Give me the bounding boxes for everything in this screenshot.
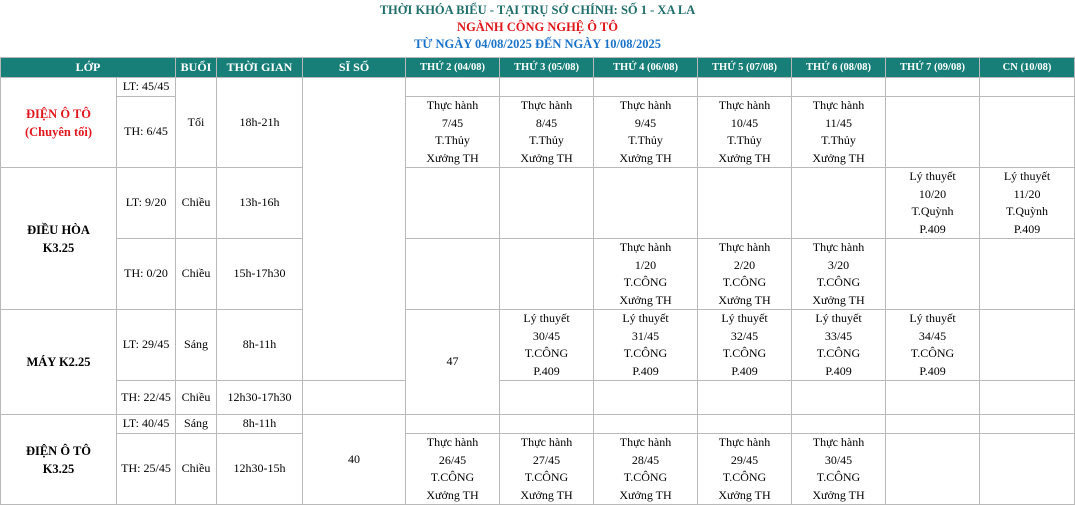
header-day-thu: THỨ 5 (07/08)	[698, 58, 792, 78]
session-cell: Thực hành 3/20 T.CÔNG Xưởng TH	[792, 239, 886, 310]
header-row	[1, 58, 1075, 78]
time-cell: 12h30-17h30	[217, 381, 303, 415]
empty-cell	[980, 310, 1075, 381]
time-cell: 8h-11h	[217, 310, 303, 381]
size-cell: 47	[406, 310, 500, 415]
shift-cell: Chiều	[176, 168, 217, 239]
session-cell: Lý thuyết 32/45 T.CÔNG P.409	[698, 310, 792, 381]
header-day-sat: THỨ 7 (09/08)	[886, 58, 980, 78]
class-note: (Chuyên tối)	[24, 124, 93, 139]
empty-cell	[886, 239, 980, 310]
empty-cell	[792, 415, 886, 434]
lt-progress: LT: 9/20	[117, 168, 176, 239]
session-cell: Lý thuyết 33/45 T.CÔNG P.409	[792, 310, 886, 381]
session-cell: Thực hành 27/45 T.CÔNG Xưởng TH	[500, 434, 594, 505]
table-row	[1, 97, 1075, 168]
empty-cell	[886, 78, 980, 97]
empty-cell	[500, 78, 594, 97]
table-row	[1, 310, 1075, 381]
empty-cell	[980, 78, 1075, 97]
empty-cell	[594, 168, 698, 239]
session-cell: Lý thuyết 30/45 T.CÔNG P.409	[500, 310, 594, 381]
header-day-wed: THỨ 4 (06/08)	[594, 58, 698, 78]
empty-cell	[594, 78, 698, 97]
session-cell: Thực hành 9/45 T.Thủy Xưởng TH	[594, 97, 698, 168]
empty-cell	[980, 239, 1075, 310]
th-progress: TH: 22/45	[117, 381, 176, 415]
empty-cell	[886, 415, 980, 434]
class-name: ĐIỆN Ô TÔ	[25, 106, 92, 121]
empty-cell	[792, 168, 886, 239]
empty-cell	[698, 381, 792, 415]
time-cell: 18h-21h	[217, 78, 303, 168]
session-cell: Thực hành 2/20 T.CÔNG Xưởng TH	[698, 239, 792, 310]
header-day-mon: THỨ 2 (04/08)	[406, 58, 500, 78]
time-cell: 13h-16h	[217, 168, 303, 239]
empty-cell	[792, 381, 886, 415]
department-title: NGÀNH CÔNG NGHỆ Ô TÔ	[457, 20, 618, 34]
empty-cell	[698, 415, 792, 434]
shift-cell: Tối	[176, 78, 217, 168]
session-cell: Thực hành 30/45 T.CÔNG Xưởng TH	[792, 434, 886, 505]
session-cell: Thực hành 7/45 T.Thủy Xưởng TH	[406, 97, 500, 168]
lt-progress: LT: 29/45	[117, 310, 176, 381]
session-cell: Lý thuyết 34/45 T.CÔNG P.409	[886, 310, 980, 381]
session-cell: Thực hành 8/45 T.Thủy Xưởng TH	[500, 97, 594, 168]
time-cell: 15h-17h30	[217, 239, 303, 310]
lt-progress: LT: 40/45	[117, 415, 176, 434]
session-cell: Thực hành 29/45 T.CÔNG Xưởng TH	[698, 434, 792, 505]
lt-progress: LT: 45/45	[117, 78, 176, 97]
empty-cell	[500, 415, 594, 434]
empty-cell	[500, 381, 594, 415]
empty-cell	[886, 381, 980, 415]
empty-cell	[886, 97, 980, 168]
header-time: THỜI GIAN	[217, 58, 303, 78]
empty-cell	[303, 381, 406, 415]
class-name: MÁY K2.25	[26, 355, 91, 369]
date-range-title: TỪ NGÀY 04/08/2025 ĐẾN NGÀY 10/08/2025	[414, 37, 661, 51]
time-cell: 8h-11h	[217, 415, 303, 434]
header-day-sun: CN (10/08)	[980, 58, 1075, 78]
class-name-cell	[1, 168, 117, 310]
class-name: ĐIỆN Ô TÔ	[25, 443, 92, 458]
empty-cell	[698, 168, 792, 239]
shift-cell: Chiều	[176, 434, 217, 505]
header-class: LỚP	[1, 58, 176, 78]
empty-cell	[406, 78, 500, 97]
empty-cell	[980, 415, 1075, 434]
table-row	[1, 239, 1075, 310]
header-size: SĨ SỐ	[303, 58, 406, 78]
shift-cell: Chiều	[176, 239, 217, 310]
empty-cell	[980, 434, 1075, 505]
th-progress: TH: 25/45	[117, 434, 176, 505]
empty-cell	[594, 381, 698, 415]
class-code: K3.25	[42, 240, 75, 255]
session-cell: Lý thuyết 31/45 T.CÔNG P.409	[594, 310, 698, 381]
session-cell: Lý thuyết 11/20 T.Quỳnh P.409	[980, 168, 1075, 239]
time-cell: 12h30-15h	[217, 434, 303, 505]
table-row	[1, 415, 1075, 434]
table-row	[1, 168, 1075, 239]
empty-cell	[980, 381, 1075, 415]
empty-cell	[406, 239, 500, 310]
class-name-cell	[1, 415, 117, 505]
timetable	[0, 57, 1075, 505]
empty-cell	[886, 434, 980, 505]
shift-cell: Sáng	[176, 310, 217, 381]
empty-cell	[500, 239, 594, 310]
class-name-cell	[1, 78, 117, 168]
table-row	[1, 78, 1075, 97]
empty-cell	[792, 78, 886, 97]
session-cell: Thực hành 11/45 T.Thủy Xưởng TH	[792, 97, 886, 168]
empty-cell	[500, 168, 594, 239]
session-cell: Thực hành 1/20 T.CÔNG Xưởng TH	[594, 239, 698, 310]
table-row	[1, 434, 1075, 505]
empty-cell	[406, 415, 500, 434]
header-shift: BUỔI	[176, 58, 217, 78]
class-name: ĐIỀU HÒA	[27, 222, 90, 237]
th-progress: TH: 0/20	[117, 239, 176, 310]
session-cell: Thực hành 10/45 T.Thủy Xưởng TH	[698, 97, 792, 168]
size-cell: 40	[303, 415, 406, 505]
empty-cell	[698, 78, 792, 97]
size-cell	[303, 78, 406, 381]
class-code: K3.25	[42, 461, 75, 476]
header-day-tue: THỨ 3 (05/08)	[500, 58, 594, 78]
shift-cell: Chiều	[176, 381, 217, 415]
empty-cell	[980, 97, 1075, 168]
session-cell: Thực hành 26/45 T.CÔNG Xưởng TH	[406, 434, 500, 505]
shift-cell: Sáng	[176, 415, 217, 434]
th-progress: TH: 6/45	[117, 97, 176, 168]
class-name-cell	[1, 310, 117, 415]
session-cell: Lý thuyết 10/20 T.Quỳnh P.409	[886, 168, 980, 239]
table-row	[1, 381, 1075, 415]
session-cell: Thực hành 28/45 T.CÔNG Xưởng TH	[594, 434, 698, 505]
schedule-title: THỜI KHÓA BIỂU - TẠI TRỤ SỞ CHÍNH: SỐ 1 - XA LA	[379, 3, 696, 17]
empty-cell	[406, 168, 500, 239]
empty-cell	[594, 415, 698, 434]
header-day-fri: THỨ 6 (08/08)	[792, 58, 886, 78]
